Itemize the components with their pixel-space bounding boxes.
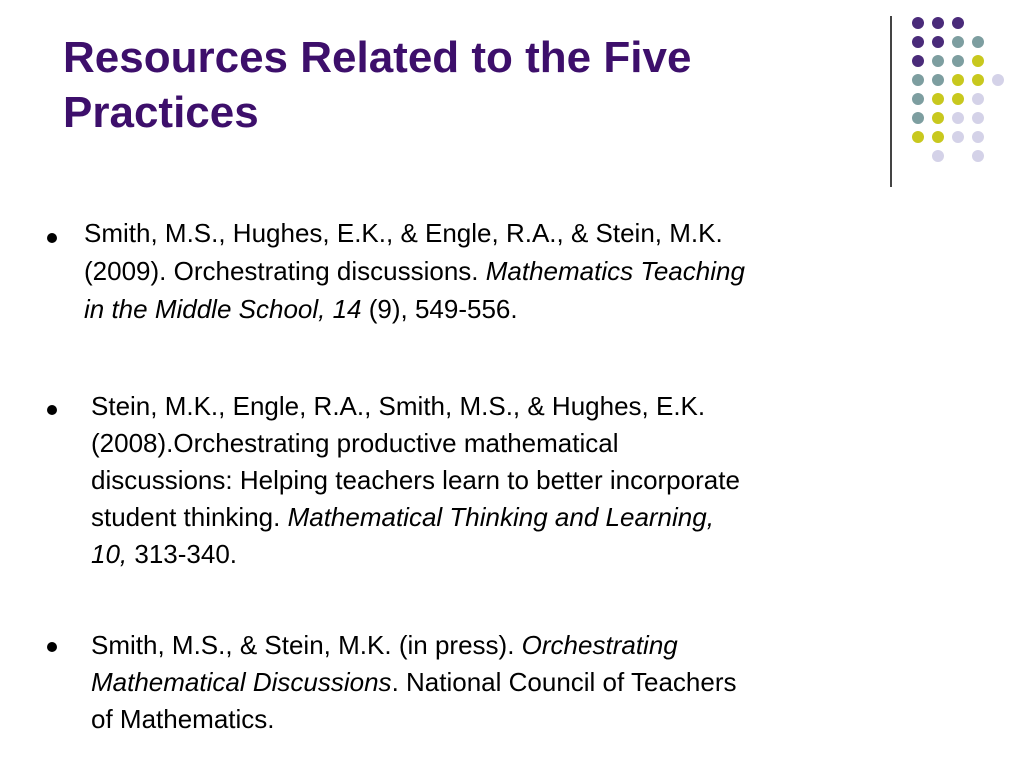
ref-3-word: press). <box>434 630 515 660</box>
ref-3-word: & <box>239 630 258 660</box>
decorative-dot <box>932 131 944 143</box>
ref-3-word: M.S., <box>171 630 233 660</box>
ref-1-line-1: Smith, M.S., Hughes, E.K., & Engle, R.A., & Stein, M.K. <box>84 218 723 248</box>
ref-3-word: Smith, <box>91 630 165 660</box>
ref-3-line-2 <box>91 664 963 701</box>
ref-2-volume: 10, <box>91 539 128 569</box>
decorative-dot <box>952 55 964 67</box>
decorative-dot <box>952 17 964 29</box>
bullet-icon <box>47 233 57 243</box>
ref-2-pages: 313-340. <box>127 539 238 569</box>
decorative-dot <box>932 17 944 29</box>
title-divider <box>890 16 892 187</box>
decorative-dot <box>972 36 984 48</box>
ref-2-line-1: Stein, M.K., Engle, R.A., Smith, M.S., & Hughes, E.K. <box>91 391 706 421</box>
decorative-dot <box>992 74 1004 86</box>
decorative-dot <box>912 112 924 124</box>
decorative-dot <box>932 112 944 124</box>
decorative-dot <box>972 74 984 86</box>
ref-1-line-3 <box>84 290 745 328</box>
ref-2-line-4 <box>91 499 740 536</box>
ref-3-line-3: of Mathematics. <box>91 704 275 734</box>
ref-2-plain: student thinking. <box>91 502 288 532</box>
decorative-dot <box>912 55 924 67</box>
bullet-icon <box>47 642 57 652</box>
bullet-icon <box>47 405 57 415</box>
decorative-dot <box>912 93 924 105</box>
decorative-dot <box>932 55 944 67</box>
decorative-dot <box>952 74 964 86</box>
decorative-dot <box>912 17 924 29</box>
decorative-dot <box>972 150 984 162</box>
reference-item-1 <box>84 214 745 328</box>
decorative-dot <box>952 112 964 124</box>
ref-1-journal-cont: in the Middle School, 14 <box>84 294 362 324</box>
reference-item-2 <box>91 388 740 573</box>
decorative-dot <box>932 93 944 105</box>
ref-1-pages: (9), 549-556. <box>361 294 518 324</box>
ref-3-word: M.K. <box>338 630 392 660</box>
decorative-dot <box>912 36 924 48</box>
decorative-dot <box>932 36 944 48</box>
ref-2-journal: Mathematical Thinking and Learning, <box>287 502 714 532</box>
ref-2-line-2: (2008).Orchestrating productive mathematical <box>91 428 619 458</box>
ref-2-line-3: discussions: Helping teachers learn to better incorporate <box>91 465 740 495</box>
ref-1-line-2 <box>84 252 745 290</box>
ref-1-plain: (2009). Orchestrating discussions. <box>84 256 486 286</box>
ref-3-book-title-cont: Mathematical Discussions <box>91 667 392 697</box>
ref-3-line-1 <box>91 627 963 664</box>
ref-3-word: Stein, <box>264 630 331 660</box>
reference-item-3 <box>91 627 963 738</box>
title-line-2: Practices <box>63 88 259 137</box>
decorative-dot <box>932 74 944 86</box>
decorative-dot <box>972 93 984 105</box>
ref-2-line-5 <box>91 536 740 573</box>
ref-3-book-title: Orchestrating <box>521 630 678 660</box>
slide-title <box>63 30 873 140</box>
ref-3-publisher: . National Council of Teachers <box>391 667 737 697</box>
title-line-1: Resources Related to the Five <box>63 33 692 82</box>
decorative-dot <box>952 131 964 143</box>
decorative-dot <box>932 150 944 162</box>
decorative-dot <box>972 55 984 67</box>
ref-3-word: (in <box>398 630 428 660</box>
decorative-dot <box>952 36 964 48</box>
decorative-dot <box>912 74 924 86</box>
decorative-dot <box>972 112 984 124</box>
decorative-dot <box>912 131 924 143</box>
ref-1-journal: Mathematics Teaching <box>485 256 745 286</box>
decorative-dot <box>952 93 964 105</box>
decorative-dot <box>972 131 984 143</box>
